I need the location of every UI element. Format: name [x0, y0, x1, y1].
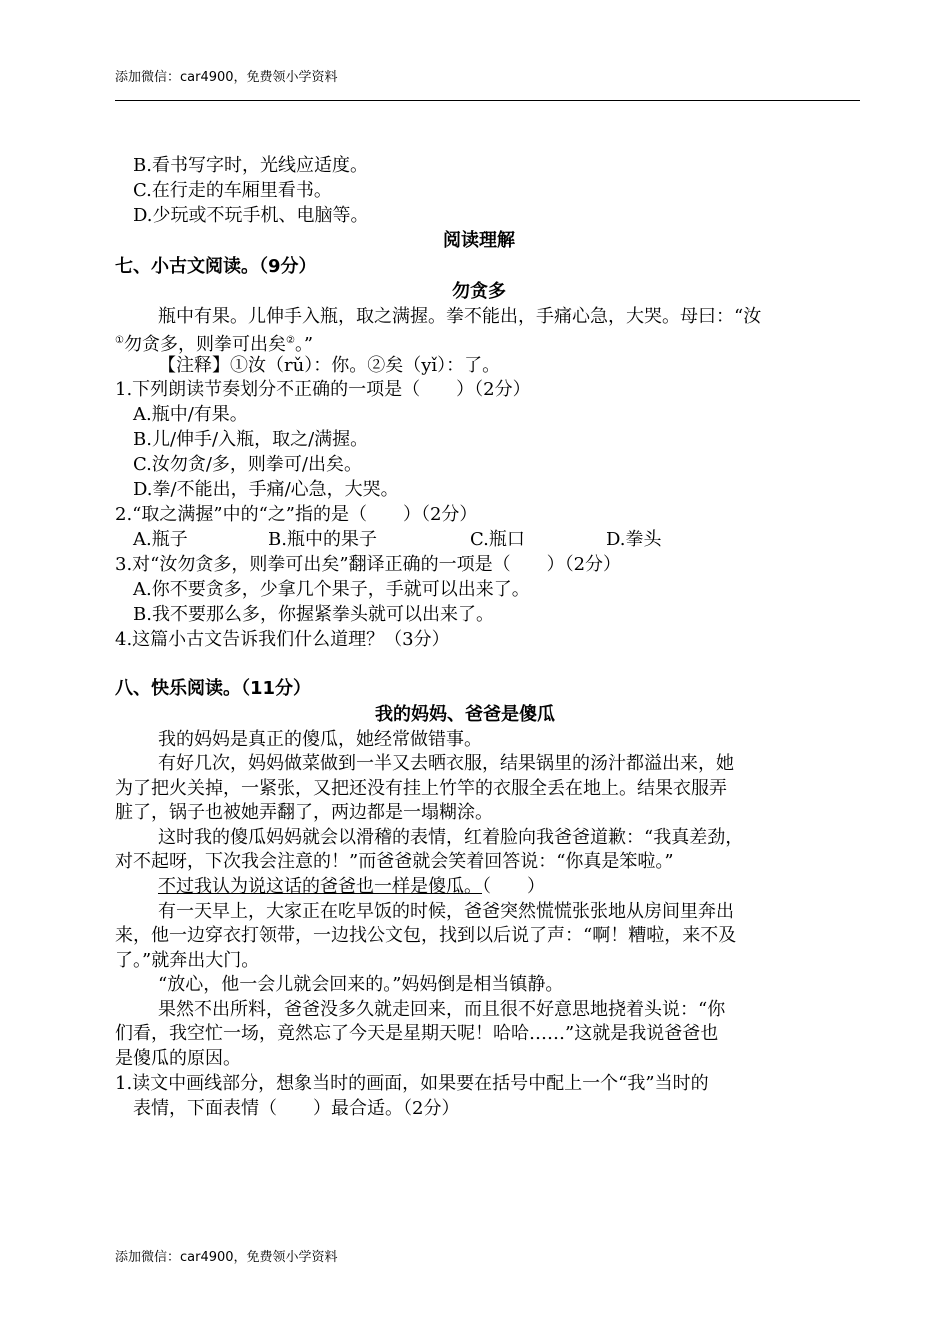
part8-paragraph-1: 我的妈妈是真正的傻瓜，她经常做错事。 — [158, 729, 482, 750]
option-b: B.看书写字时，光线应适度。 — [133, 155, 368, 176]
part8-p2-line1: 有好几次，妈妈做菜做到一半又去晒衣服，结果锅里的汤汁都溢出来，她 — [158, 753, 734, 774]
underlined-sentence: 不过我认为说这话的爸爸也一样是傻瓜。 — [158, 876, 482, 897]
part7-text-line2-body: 勿贪多，则拳可出矣 — [123, 334, 286, 355]
part8-title: 我的妈妈、爸爸是傻瓜 — [375, 704, 555, 725]
part8-p7-line3: 是傻瓜的原因。 — [115, 1048, 241, 1069]
section-title: 阅读理解 — [443, 230, 515, 251]
part7-text-line2 — [115, 329, 313, 357]
part7-q2-b: B.瓶中的果子 — [268, 529, 377, 550]
part8-p7-line1: 果然不出所料，爸爸没多久就走回来，而且很不好意思地挠着头说：“你 — [158, 999, 726, 1020]
part8-p5-line2: 来，他一边穿衣打领带，一边找公文包，找到以后说了声：“啊！糟啦，来不及 — [115, 925, 737, 946]
part7-heading: 七、小古文阅读。（9分） — [115, 256, 317, 277]
option-d: D.少玩或不玩手机、电脑等。 — [133, 205, 369, 226]
part8-p3-line1: 这时我的傻瓜妈妈就会以滑稽的表情，红着脸向我爸爸道歉：“我真差劲， — [158, 827, 744, 848]
part8-paragraph-6: “放心，他一会儿就会回来的。”妈妈倒是相当镇静。 — [158, 974, 564, 995]
part7-q1-b: B.儿/伸手/入瓶，取之/满握。 — [133, 429, 369, 450]
part8-q1-line2: 表情，下面表情（ ）最合适。（2分） — [133, 1098, 460, 1119]
part7-q2-a: A.瓶子 — [133, 529, 188, 550]
part8-p2-line2: 为了把火关掉，一紧张，又把还没有挂上竹竿的衣服全丢在地上。结果衣服弄 — [115, 778, 727, 799]
part7-note: 【注释】①汝（rǔ）：你。②矣（yǐ）：了。 — [158, 355, 501, 376]
part7-q1-d: D.拳/不能出，手痛/心急，大哭。 — [133, 479, 399, 500]
page-header: 添加微信：car4900，免费领小学资料 — [115, 70, 338, 85]
part8-p4 — [158, 875, 545, 899]
part7-q4: 4.这篇小古文告诉我们什么道理？（3分） — [115, 629, 450, 650]
part7-q1: 1.下列朗读节奏划分不正确的一项是（ ）（2分） — [115, 379, 531, 400]
part7-q2: 2.“取之满握”中的“之”指的是（ ）（2分） — [115, 504, 478, 525]
part8-p2-line3: 脏了，锅子也被她弄翻了，两边都是一塌糊涂。 — [115, 802, 493, 823]
part7-q1-c: C.汝勿贪/多，则拳可/出矣。 — [133, 454, 362, 475]
part8-p5-line3: 了。”就奔出大门。 — [115, 950, 260, 971]
footnote-marker-2: ② — [285, 335, 295, 346]
part8-q1-line1: 1.读文中画线部分，想象当时的画面，如果要在括号中配上一个“我”当时的 — [115, 1073, 709, 1094]
header-rule — [115, 100, 860, 101]
part7-title: 勿贪多 — [452, 281, 506, 302]
footnote-marker-1: ① — [115, 335, 124, 346]
part7-text-line2-end: 。” — [294, 334, 314, 355]
part7-q2-c: C.瓶口 — [470, 529, 525, 550]
page-footer: 添加微信：car4900，免费领小学资料 — [115, 1250, 338, 1265]
part8-p7-line2: 们看，我空忙一场，竟然忘了今天是星期天呢！哈哈……”这就是我说爸爸也 — [115, 1023, 719, 1044]
part7-q3-b: B.我不要那么多，你握紧拳头就可以出来了。 — [133, 604, 494, 625]
option-c: C.在行走的车厢里看书。 — [133, 180, 332, 201]
part8-heading: 八、快乐阅读。（11分） — [115, 678, 312, 699]
part7-q3: 3.对“汝勿贪多，则拳可出矣”翻译正确的一项是（ ）（2分） — [115, 554, 622, 575]
part7-q1-a: A.瓶中/有果。 — [133, 404, 248, 425]
answer-blank: （ ） — [482, 876, 545, 897]
part7-text-line1: 瓶中有果。儿伸手入瓶，取之满握。拳不能出，手痛心急，大哭。母曰：“汝 — [158, 306, 762, 327]
part8-p3-line2: 对不起呀，下次我会注意的！”而爸爸就会笑着回答说：“你真是笨啦。” — [115, 851, 674, 872]
part7-q2-d: D.拳头 — [606, 529, 662, 550]
part8-p5-line1: 有一天早上，大家正在吃早饭的时候，爸爸突然慌慌张张地从房间里奔出 — [158, 901, 734, 922]
part7-q3-a: A.你不要贪多，少拿几个果子，手就可以出来了。 — [133, 579, 530, 600]
